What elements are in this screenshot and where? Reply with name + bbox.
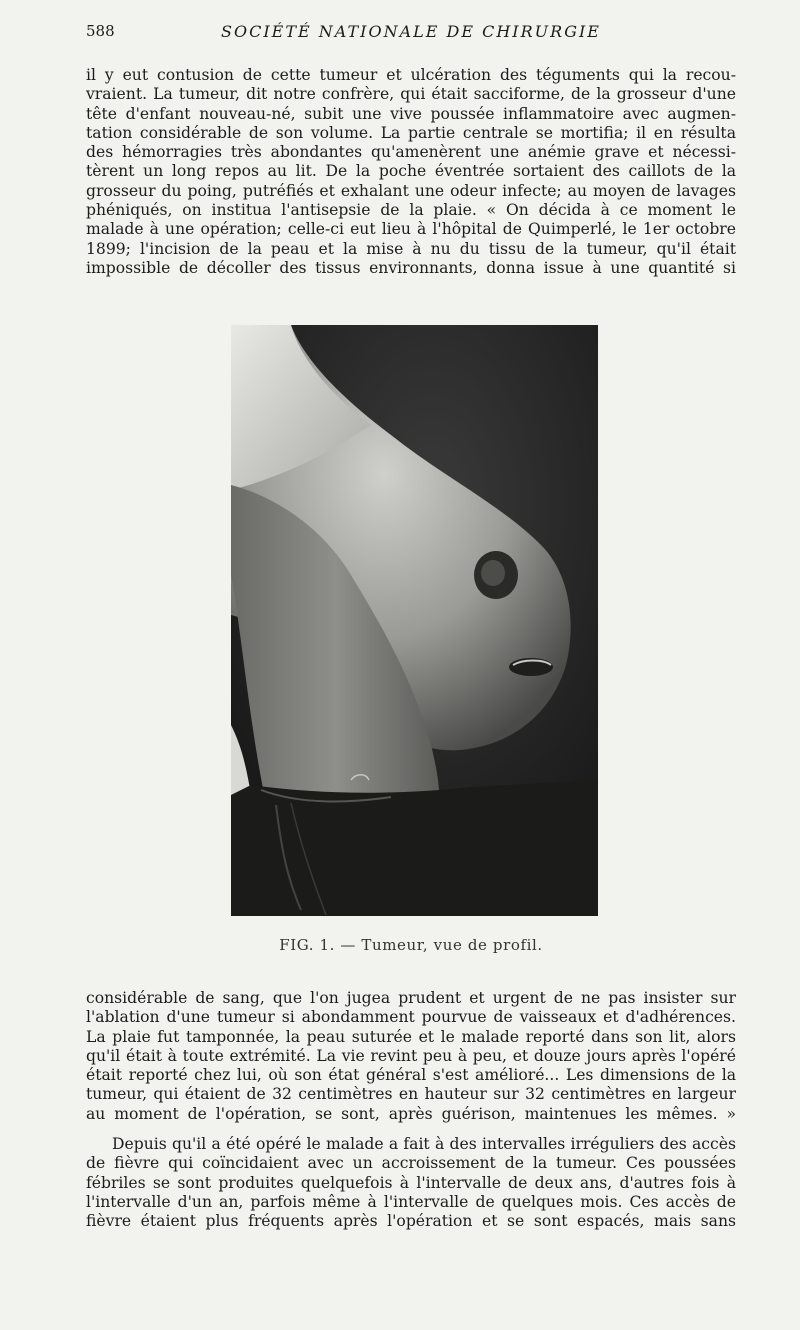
text-line: La plaie fut tamponnée, la peau suturée et le malade reporté dans son lit, alors [86, 1027, 736, 1046]
text-line: l'ablation d'une tumeur si abondamment pourvue de vaisseaux et d'adhérences. [86, 1008, 736, 1027]
text-line: vraient. La tumeur, dit notre confrère, qui était sacciforme, de la grosseur d'une [86, 85, 736, 104]
text-line: grosseur du poing, putréfiés et exhalant une odeur infecte; au moyen de lavages [86, 181, 736, 200]
text-line: fébriles se sont produites quelquefois à l'intervalle de deux ans, d'autres fois à [86, 1173, 736, 1192]
running-head [86, 22, 736, 44]
text-line: de fièvre qui coïncidaient avec un accroissement de la tumeur. Ces poussées [86, 1154, 736, 1173]
figure-caption: FIG. 1. — Tumeur, vue de profil. [279, 936, 543, 954]
paragraph-top [86, 66, 736, 278]
text-line: il y eut contusion de cette tumeur et ulcération des téguments qui la recou- [86, 66, 736, 84]
text-line: malade à une opération; celle-ci eut lieu à l'hôpital de Quimperlé, le 1er octobre [86, 220, 736, 239]
text-line: au moment de l'opération, se sont, après guérison, maintenues les mêmes. » [86, 1104, 736, 1123]
running-title: SOCIÉTÉ NATIONALE DE CHIRURGIE [221, 22, 601, 41]
paragraph-middle [86, 989, 736, 1124]
text-line: 1899; l'incision de la peau et la mise à nu du tissu de la tumeur, qu'il était [86, 239, 736, 258]
text-line: des hémorragies très abondantes qu'amenèrent une anémie grave et nécessi- [86, 143, 736, 162]
text-line: l'intervalle d'un an, parfois même à l'intervalle de quelques mois. Ces accès de [86, 1192, 736, 1211]
figure-photograph [231, 325, 598, 916]
text-line: tation considérable de son volume. La partie centrale se mortifia; il en résulta [86, 123, 736, 142]
text-line: tèrent un long repos au lit. De la poche éventrée sortaient des caillots de la [86, 162, 736, 181]
text-line: considérable de sang, que l'on jugea prudent et urgent de ne pas insister sur [86, 989, 736, 1007]
paragraph-bottom [86, 1135, 736, 1231]
text-line: Depuis qu'il a été opéré le malade a fait à des intervalles irréguliers des accès [112, 1135, 736, 1153]
text-line: qu'il était à toute extrémité. La vie revint peu à peu, et douze jours après l'opéré [86, 1046, 736, 1065]
text-line: tumeur, qui étaient de 32 centimètres en hauteur sur 32 centimètres en largeur [86, 1085, 736, 1104]
text-line: était reporté chez lui, où son état général s'est amélioré... Les dimensions de la [86, 1066, 736, 1085]
text-line: tête d'enfant nouveau-né, subit une vive poussée inflammatoire avec augmen- [86, 104, 736, 123]
text-line: fièvre étaient plus fréquents après l'opération et se sont espacés, mais sans [86, 1212, 736, 1231]
text-line: phéniqués, on institua l'antisepsie de la plaie. « On décida à ce moment le [86, 201, 736, 220]
page-number: 588 [86, 22, 115, 40]
text-line: impossible de décoller des tissus environnants, donna issue à une quantité si [86, 258, 736, 277]
tumor-profile-photo [231, 325, 598, 916]
